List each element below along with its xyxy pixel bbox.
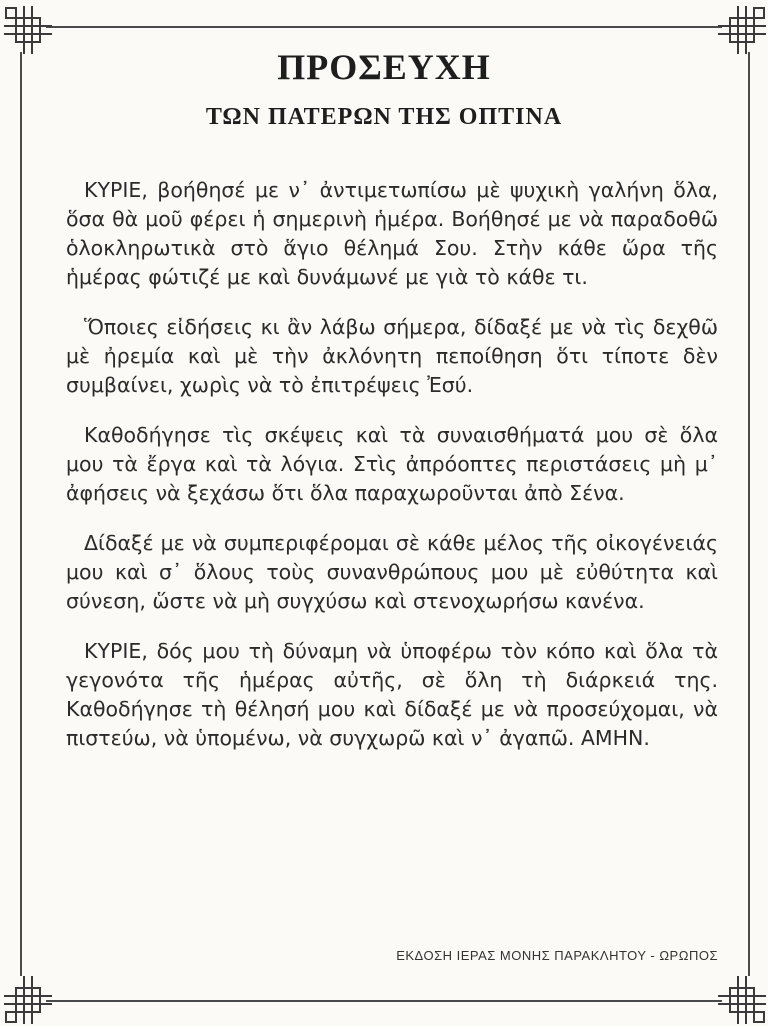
corner-ornament-bottom-right-icon — [716, 974, 768, 1026]
page-subtitle: ΤΩΝ ΠΑΤΕΡΩΝ ΤΗΣ ΟΠΤΙΝΑ — [205, 104, 563, 130]
corner-ornament-bottom-left-icon — [2, 974, 54, 1026]
frame-right-border — [748, 52, 750, 976]
prayer-paragraph-2: Ὅποιες εἰδήσεις κι ἂν λάβω σήμερα, δίδαξέ με νὰ τὶς δεχθῶ μὲ ἠρεμία καὶ μὲ τὴν ἀκλόνητη πεποίθηση ὅτι τίποτε δὲν συμβαίνει, χωρὶς νὰ τὸ ἐπιτρέψεις Ἐσύ. — [66, 315, 718, 397]
frame-top-border — [46, 26, 722, 28]
frame-bottom-border — [46, 1000, 722, 1002]
prayer-paragraph-1: ΚΥΡΙΕ, βοήθησέ με ν᾿ ἀντιμετωπίσω μὲ ψυχικὴ γαλήνη ὅλα, ὅσα θὰ μοῦ φέρει ἡ σημερινὴ ἡμέρα. Βοήθησέ με νὰ παραδοθῶ ὁλοκληρωτικὰ στὸ ἅγιο θέλημά Σου. Στὴν κάθε ὥρα τῆς ἡμέρας φώτιζέ με καὶ δυνάμωνέ με γιὰ τὸ κάθε τι. — [66, 178, 718, 289]
prayer-paragraph-5: ΚΥΡΙΕ, δός μου τὴ δύναμη νὰ ὑποφέρω τὸν κόπο καὶ ὅλα τὰ γεγονότα τῆς ἡμέρας αὐτῆς, σὲ ὅλη τὴ διάρκειά της. Καθοδήγησε τὴ θέλησή μου καὶ δίδαξέ με νὰ προσεύχομαι, νὰ πιστεύω, νὰ ὑπομένω, νὰ συγχωρῶ καὶ ν᾿ ἀγαπῶ. ΑΜΗΝ. — [66, 639, 718, 750]
frame-left-border — [20, 52, 22, 976]
publisher-footer: ΕΚΔΟΣΗ ΙΕΡΑΣ ΜΟΝΗΣ ΠΑΡΑΚΛΗΤΟΥ - ΩΡΩΠΟΣ — [396, 948, 718, 963]
prayer-body — [66, 176, 718, 774]
page-title: ΠΡΟΣΕΥΧΗ — [277, 47, 491, 87]
prayer-paragraph-4: Δίδαξέ με νὰ συμπεριφέρομαι σὲ κάθε μέλος τῆς οἰκογένειάς μου καὶ σ᾿ ὅλους τοὺς συνανθρώπους μου μὲ εὐθύτητα καὶ σύνεση, ὥστε νὰ μὴ συγχύσω καὶ στενοχωρήσω κανένα. — [66, 531, 718, 613]
prayer-paragraph-3: Καθοδήγησε τὶς σκέψεις καὶ τὰ συναισθήματά μου σὲ ὅλα μου τὰ ἔργα καὶ τὰ λόγια. Στὶς ἀπρόοπτες περιστάσεις μὴ μ᾿ ἀφήσεις νὰ ξεχάσω ὅτι ὅλα παραχωροῦνται ἀπὸ Σένα. — [66, 423, 718, 505]
